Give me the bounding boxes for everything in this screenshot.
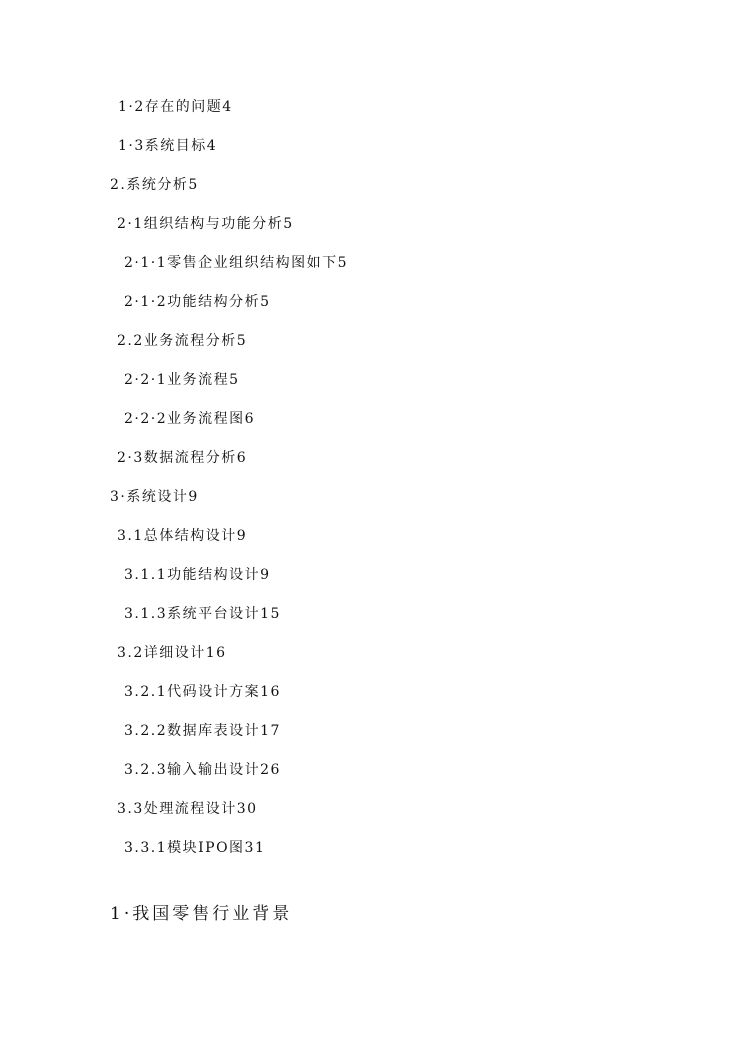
toc-entry-2-1: 2·1组织结构与功能分析5 [117, 216, 294, 232]
section-heading: 1·我国零售行业背景 [110, 904, 293, 924]
toc-entry-2: 2.系统分析5 [110, 177, 199, 193]
toc-entry-3-2: 3.2详细设计16 [117, 645, 227, 661]
toc-entry-2-2: 2.2业务流程分析5 [117, 333, 248, 349]
toc-entry-3: 3·系统设计9 [110, 489, 199, 505]
toc-entry-2-3: 2·3数据流程分析6 [117, 450, 248, 466]
toc-entry-2-1-2: 2·1·2功能结构分析5 [124, 294, 271, 310]
toc-entry-3-2-3: 3.2.3输入输出设计26 [124, 762, 281, 778]
toc-entry-3-3: 3.3处理流程设计30 [117, 801, 258, 817]
toc-entry-3-2-2: 3.2.2数据库表设计17 [124, 723, 281, 739]
toc-entry-3-3-1: 3.3.1模块IPO图31 [124, 840, 266, 856]
toc-entry-2-2-1: 2·2·1业务流程5 [124, 372, 240, 388]
toc-entry-2-2-2: 2·2·2业务流程图6 [124, 411, 256, 427]
toc-entry-1-2: 1·2存在的问题4 [118, 99, 233, 115]
toc-entry-2-1-1: 2·1·1零售企业组织结构图如下5 [124, 255, 349, 271]
toc-entry-1-3: 1·3系统目标4 [118, 138, 218, 154]
toc-entry-3-1-1: 3.1.1功能结构设计9 [124, 567, 271, 583]
toc-entry-3-1: 3.1总体结构设计9 [117, 528, 248, 544]
toc-entry-3-1-3: 3.1.3系统平台设计15 [124, 606, 281, 622]
toc-entry-3-2-1: 3.2.1代码设计方案16 [124, 684, 281, 700]
